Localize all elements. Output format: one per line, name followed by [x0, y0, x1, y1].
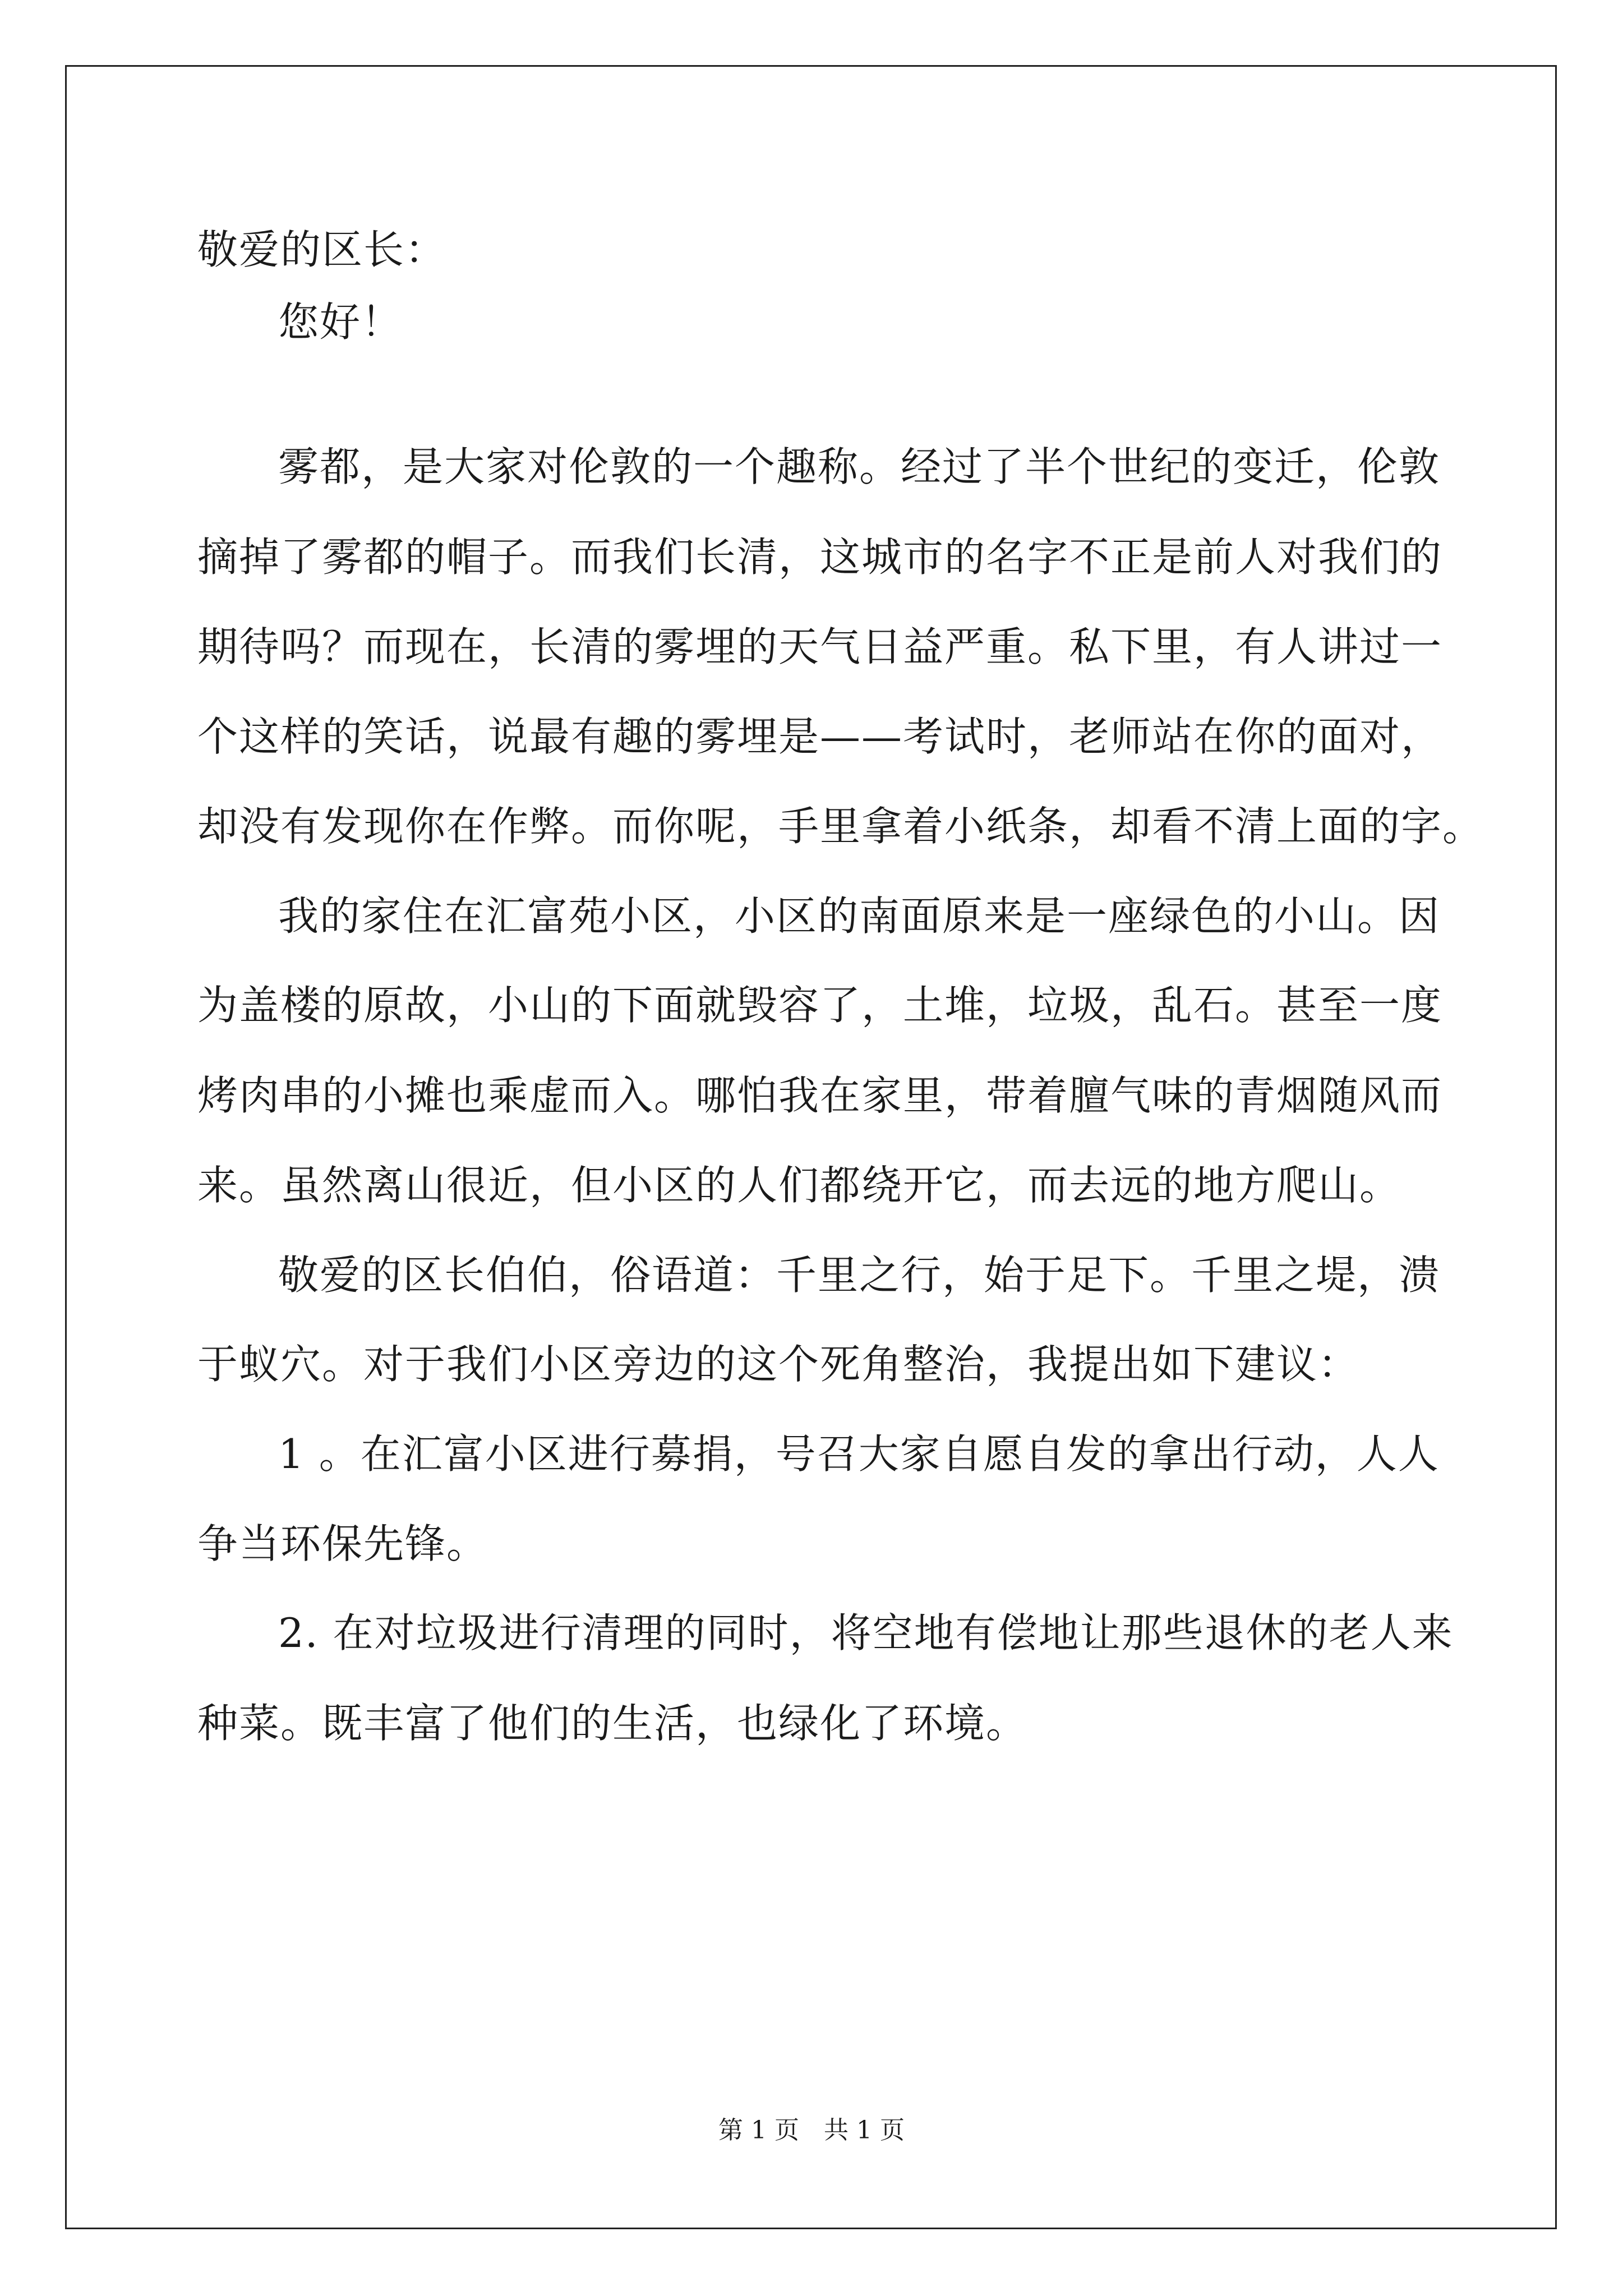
greeting: 您好！ [278, 298, 403, 346]
text-line: 争当环保先锋。 [197, 1520, 488, 1567]
text-line: 个这样的笑话，说最有趣的雾埋是——考试时，老师站在你的面对， [197, 713, 1443, 760]
text-line: 却没有发现你在作弊。而你呢，手里拿着小纸条，却看不清上面的字。 [197, 803, 1484, 850]
text-line: 1 。在汇富小区进行募捐，号召大家自愿自发的拿出行动，人人 [278, 1430, 1440, 1478]
text-line: 来。虽然离山很近，但小区的人们都绕开它，而去远的地方爬山。 [197, 1162, 1401, 1209]
salutation: 敬爱的区长： [197, 226, 447, 273]
text-line: 期待吗？而现在，长清的雾埋的天气日益严重。私下里，有人讲过一 [197, 623, 1443, 670]
page-footer: 第 1 页 共 1 页 [718, 2116, 905, 2145]
text-line: 我的家住在汇富苑小区，小区的南面原来是一座绿色的小山。因 [278, 892, 1441, 940]
text-line: 为盖楼的原故，小山的下面就毁容了，土堆，垃圾，乱石。甚至一度 [197, 982, 1443, 1029]
text-line: 烤肉串的小摊也乘虚而入。哪怕我在家里，带着膻气味的青烟随风而 [197, 1072, 1443, 1119]
text-line: 敬爱的区长伯伯，俗语道：千里之行，始于足下。千里之堤，溃 [278, 1251, 1441, 1299]
text-line: 种菜。既丰富了他们的生活，也绿化了环境。 [197, 1700, 1028, 1747]
text-line: 于蚁穴。对于我们小区旁边的这个死角整治，我提出如下建议： [197, 1341, 1360, 1388]
page-border [65, 65, 1557, 2229]
text-line: 2. 在对垃圾进行清理的同时，将空地有偿地让那些退休的老人来 [278, 1609, 1454, 1657]
text-line: 雾都，是大家对伦敦的一个趣称。经过了半个世纪的变迁，伦敦 [278, 443, 1441, 490]
text-line: 摘掉了雾都的帽子。而我们长清，这城市的名字不正是前人对我们的 [197, 533, 1443, 581]
